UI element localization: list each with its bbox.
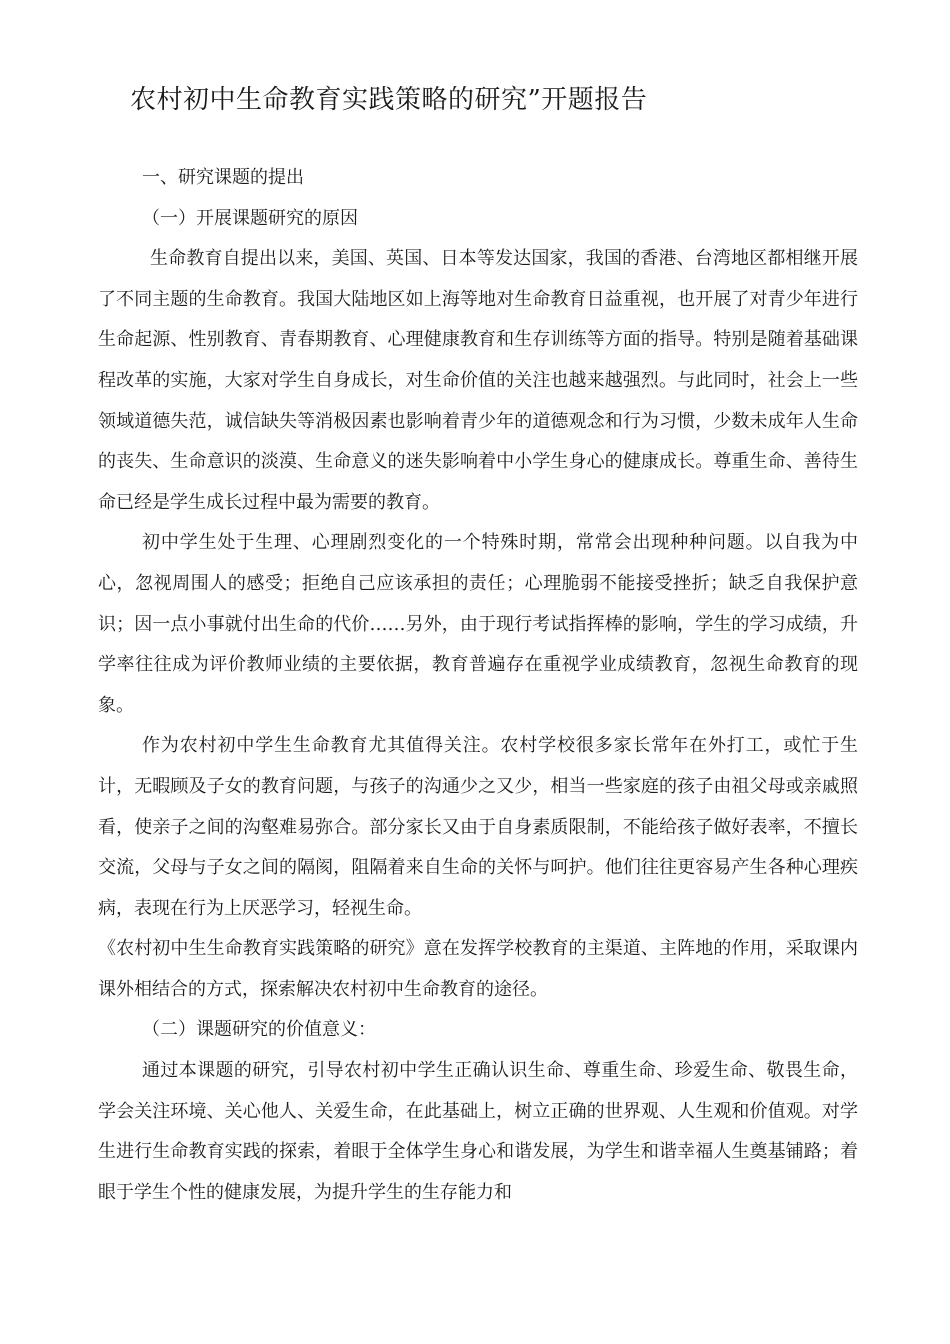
subsection-heading: （二）课题研究的价值意义： xyxy=(142,1019,376,1041)
subsection-heading: （一）开展课题研究的原因 xyxy=(142,207,358,229)
document-title: 农村初中生命教育实践策略的研究”开题报告 xyxy=(130,85,648,115)
section-heading: 一、研究课题的提出 xyxy=(142,167,304,188)
paragraph: 初中学生处于生理、心理剧烈变化的一个特殊时期，常常会出现种种问题。以自我为中心，忽视周围人的感受；拒绝自己应该承担的责任；心理脆弱不能接受挫折；缺乏自我保护意识；因一点小事就付出生命的代价……另外，由于现行考试指挥棒的影响，学生的学习成绩，升学率往往成为评价教师业绩的主要依据，教育普遍存在重视学业成绩教育，忽视生命教育的现象。 xyxy=(98,532,858,716)
paragraph: 生命教育自提出以来，美国、英国、日本等发达国家，我国的香港、台湾地区都相继开展了不同主题的生命教育。我国大陆地区如上海等地对生命教育日益重视，也开展了对青少年进行生命起源、性别教育、青春期教育、心理健康教育和生存训练等方面的指导。特别是随着基础课程改革的实施，大家对学生自身成长，对生命价值的关注也越来越强烈。与此同时，社会上一些领域道德失范，诚信缺失等消极因素也影响着青少年的道德观念和行为习惯，少数未成年人生命的丧失、生命意识的淡漠、生命意义的迷失影响着中小学生身心的健康成长。尊重生命、善待生命已经是学生成长过程中最为需要的教育。 xyxy=(98,248,858,513)
paragraph: 作为农村初中学生生命教育尤其值得关注。农村学校很多家长常年在外打工，或忙于生计，无暇顾及子女的教育问题，与孩子的沟通少之又少，相当一些家庭的孩子由祖父母或亲戚照看，使亲子之间的沟壑难易弥合。部分家长又由于自身素质限制，不能给孩子做好表率，不擅长交流，父母与子女之间的隔阂，阻隔着来自生命的关怀与呵护。他们往往更容易产生各种心理疾病，表现在行为上厌恶学习，轻视生命。 xyxy=(98,735,858,919)
paragraph: 《农村初中生生命教育实践策略的研究》意在发挥学校教育的主渠道、主阵地的作用，采取课内课外相结合的方式，探索解决农村初中生命教育的途径。 xyxy=(98,938,858,1000)
paragraph: 通过本课题的研究，引导农村初中学生正确认识生命、尊重生命、珍爱生命、敬畏生命，学会关注环境、关心他人、关爱生命，在此基础上，树立正确的世界观、人生观和价值观。对学生进行生命教育实践的探索，着眼于全体学生身心和谐发展，为学生和谐幸福人生奠基铺路；着眼于学生个性的健康发展，为提升学生的生存能力和 xyxy=(98,1060,858,1203)
document-body xyxy=(98,158,858,1213)
